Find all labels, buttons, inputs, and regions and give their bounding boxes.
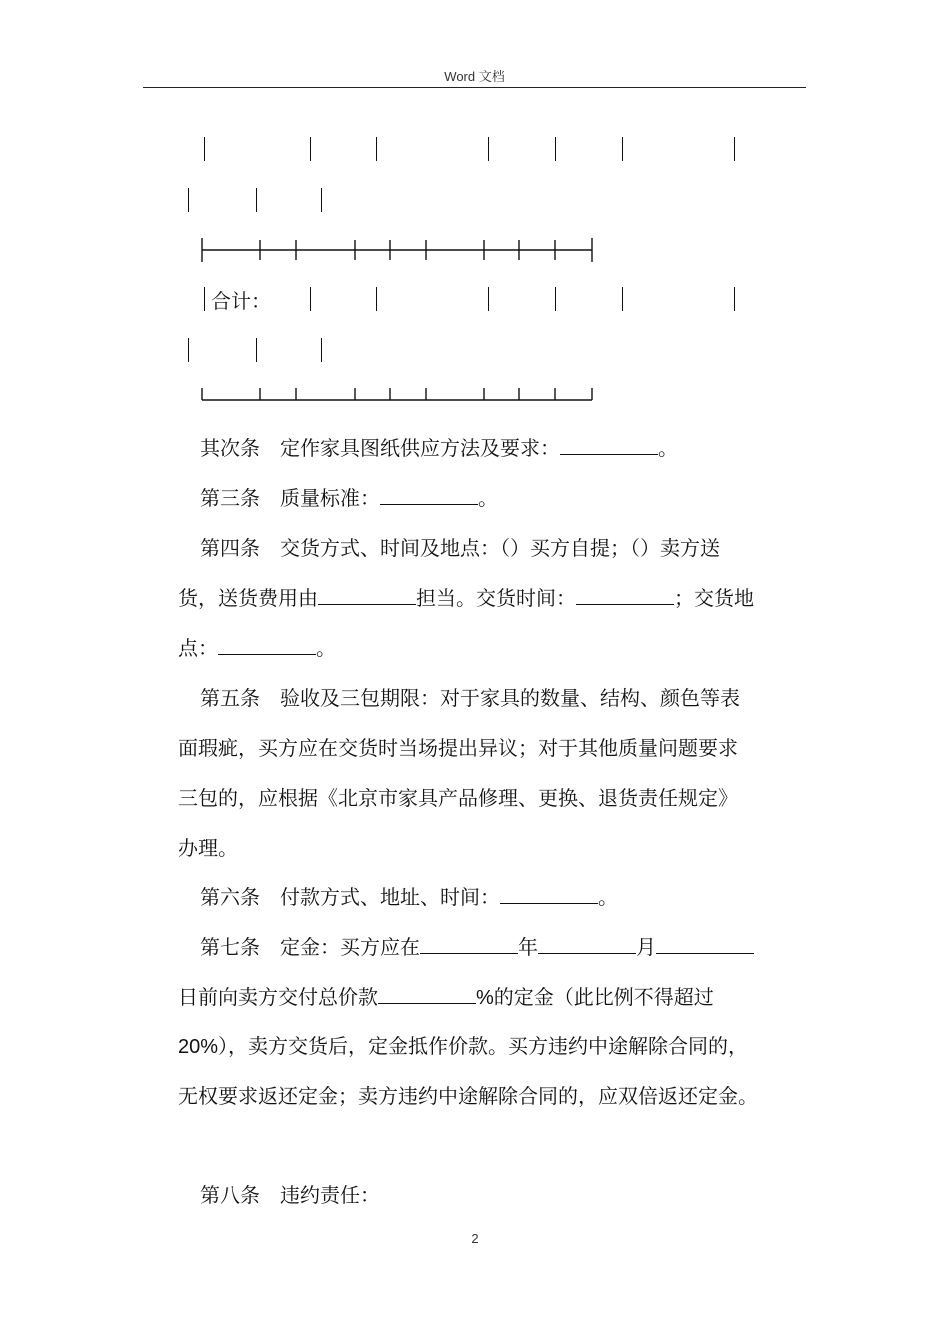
clause-text: 违约责任： — [280, 1183, 380, 1207]
clause-number: 第八条 — [200, 1183, 260, 1207]
clause-text: 付款方式、地址、时间： — [280, 885, 500, 909]
clause-4-line-1 — [200, 523, 720, 573]
clause-6: 第六条 付款方式、地址、时间： 。 — [200, 872, 618, 922]
fill-blank[interactable] — [656, 931, 754, 954]
page-number: 2 — [471, 1231, 479, 1246]
table-bar — [376, 287, 377, 311]
table-bar — [488, 137, 489, 161]
table-bar — [321, 338, 322, 362]
table-bar — [204, 287, 205, 311]
fill-blank[interactable] — [378, 981, 476, 1004]
clause-7-line-1: 第七条 定金：买方应在 年 月 — [200, 922, 754, 972]
table-border-bottom — [198, 382, 598, 404]
clause-2: 其次条 定作家具图纸供应方法及要求： 。 — [200, 423, 678, 473]
clause-text: 交货方式、时间及地点：（）买方自提；（）卖方送 — [280, 536, 720, 560]
clause-8 — [200, 1170, 380, 1220]
clause-5-line-4: 办理。 — [178, 836, 238, 860]
table-bar — [376, 137, 377, 161]
clause-7-line-3: 20%），卖方交货后，定金抵作价款。买方违约中途解除合同的， — [178, 1034, 749, 1058]
fill-blank[interactable] — [420, 931, 518, 954]
clause-text: 定作家具图纸供应方法及要求： — [280, 436, 560, 460]
table-bar — [204, 137, 205, 161]
clause-number: 第四条 — [200, 536, 260, 560]
table-bar — [622, 287, 623, 311]
table-bar — [734, 137, 735, 161]
clause-number: 第五条 — [200, 686, 260, 710]
clause-4-line-2: 货，送货费用由 担当。交货时间： ；交货地 — [178, 573, 754, 623]
table-bar — [310, 137, 311, 161]
fill-blank[interactable] — [538, 931, 636, 954]
fill-blank[interactable] — [500, 881, 598, 904]
header-rule — [143, 87, 806, 88]
clause-7-line-2: 日前向卖方交付总价款 %的定金（此比例不得超过 — [178, 972, 714, 1023]
table-bar — [321, 188, 322, 212]
table-bar — [555, 137, 556, 161]
clause-5-line-3: 三包的，应根据《北京市家具产品修理、更换、退货责任规定》 — [178, 786, 738, 810]
clause-number: 其次条 — [200, 436, 260, 460]
table-bar — [734, 287, 735, 311]
table-bar — [622, 137, 623, 161]
fill-blank[interactable] — [576, 582, 674, 605]
table-total-label: 合计： — [211, 289, 271, 313]
clause-number: 第六条 — [200, 885, 260, 909]
table-bar — [555, 287, 556, 311]
clause-4-line-3: 点： 。 — [178, 623, 336, 673]
clause-5-line-2: 面瑕疵，买方应在交货时当场提出异议；对于其他质量问题要求 — [178, 736, 738, 760]
table-bar — [188, 188, 189, 212]
clause-text: 质量标准： — [280, 486, 380, 510]
clause-text: 验收及三包期限：对于家具的数量、结构、颜色等表 — [280, 686, 740, 710]
fill-blank[interactable] — [560, 432, 658, 455]
clause-7-line-4: 无权要求返还定金；卖方违约中途解除合同的，应双倍返还定金。 — [178, 1084, 758, 1108]
fill-blank[interactable] — [318, 582, 416, 605]
fill-blank[interactable] — [218, 632, 316, 655]
table-bar — [256, 188, 257, 212]
table-bar — [256, 338, 257, 362]
clause-3: 第三条 质量标准： 。 — [200, 473, 498, 523]
clause-number: 第三条 — [200, 486, 260, 510]
fill-blank[interactable] — [380, 482, 478, 505]
table-bar — [310, 287, 311, 311]
table-bar — [188, 338, 189, 362]
page-header: Word 文档 — [444, 69, 505, 84]
clause-5-line-1 — [200, 673, 740, 723]
table-border-middle — [198, 236, 598, 264]
clause-number: 第七条 — [200, 935, 260, 959]
table-bar — [488, 287, 489, 311]
